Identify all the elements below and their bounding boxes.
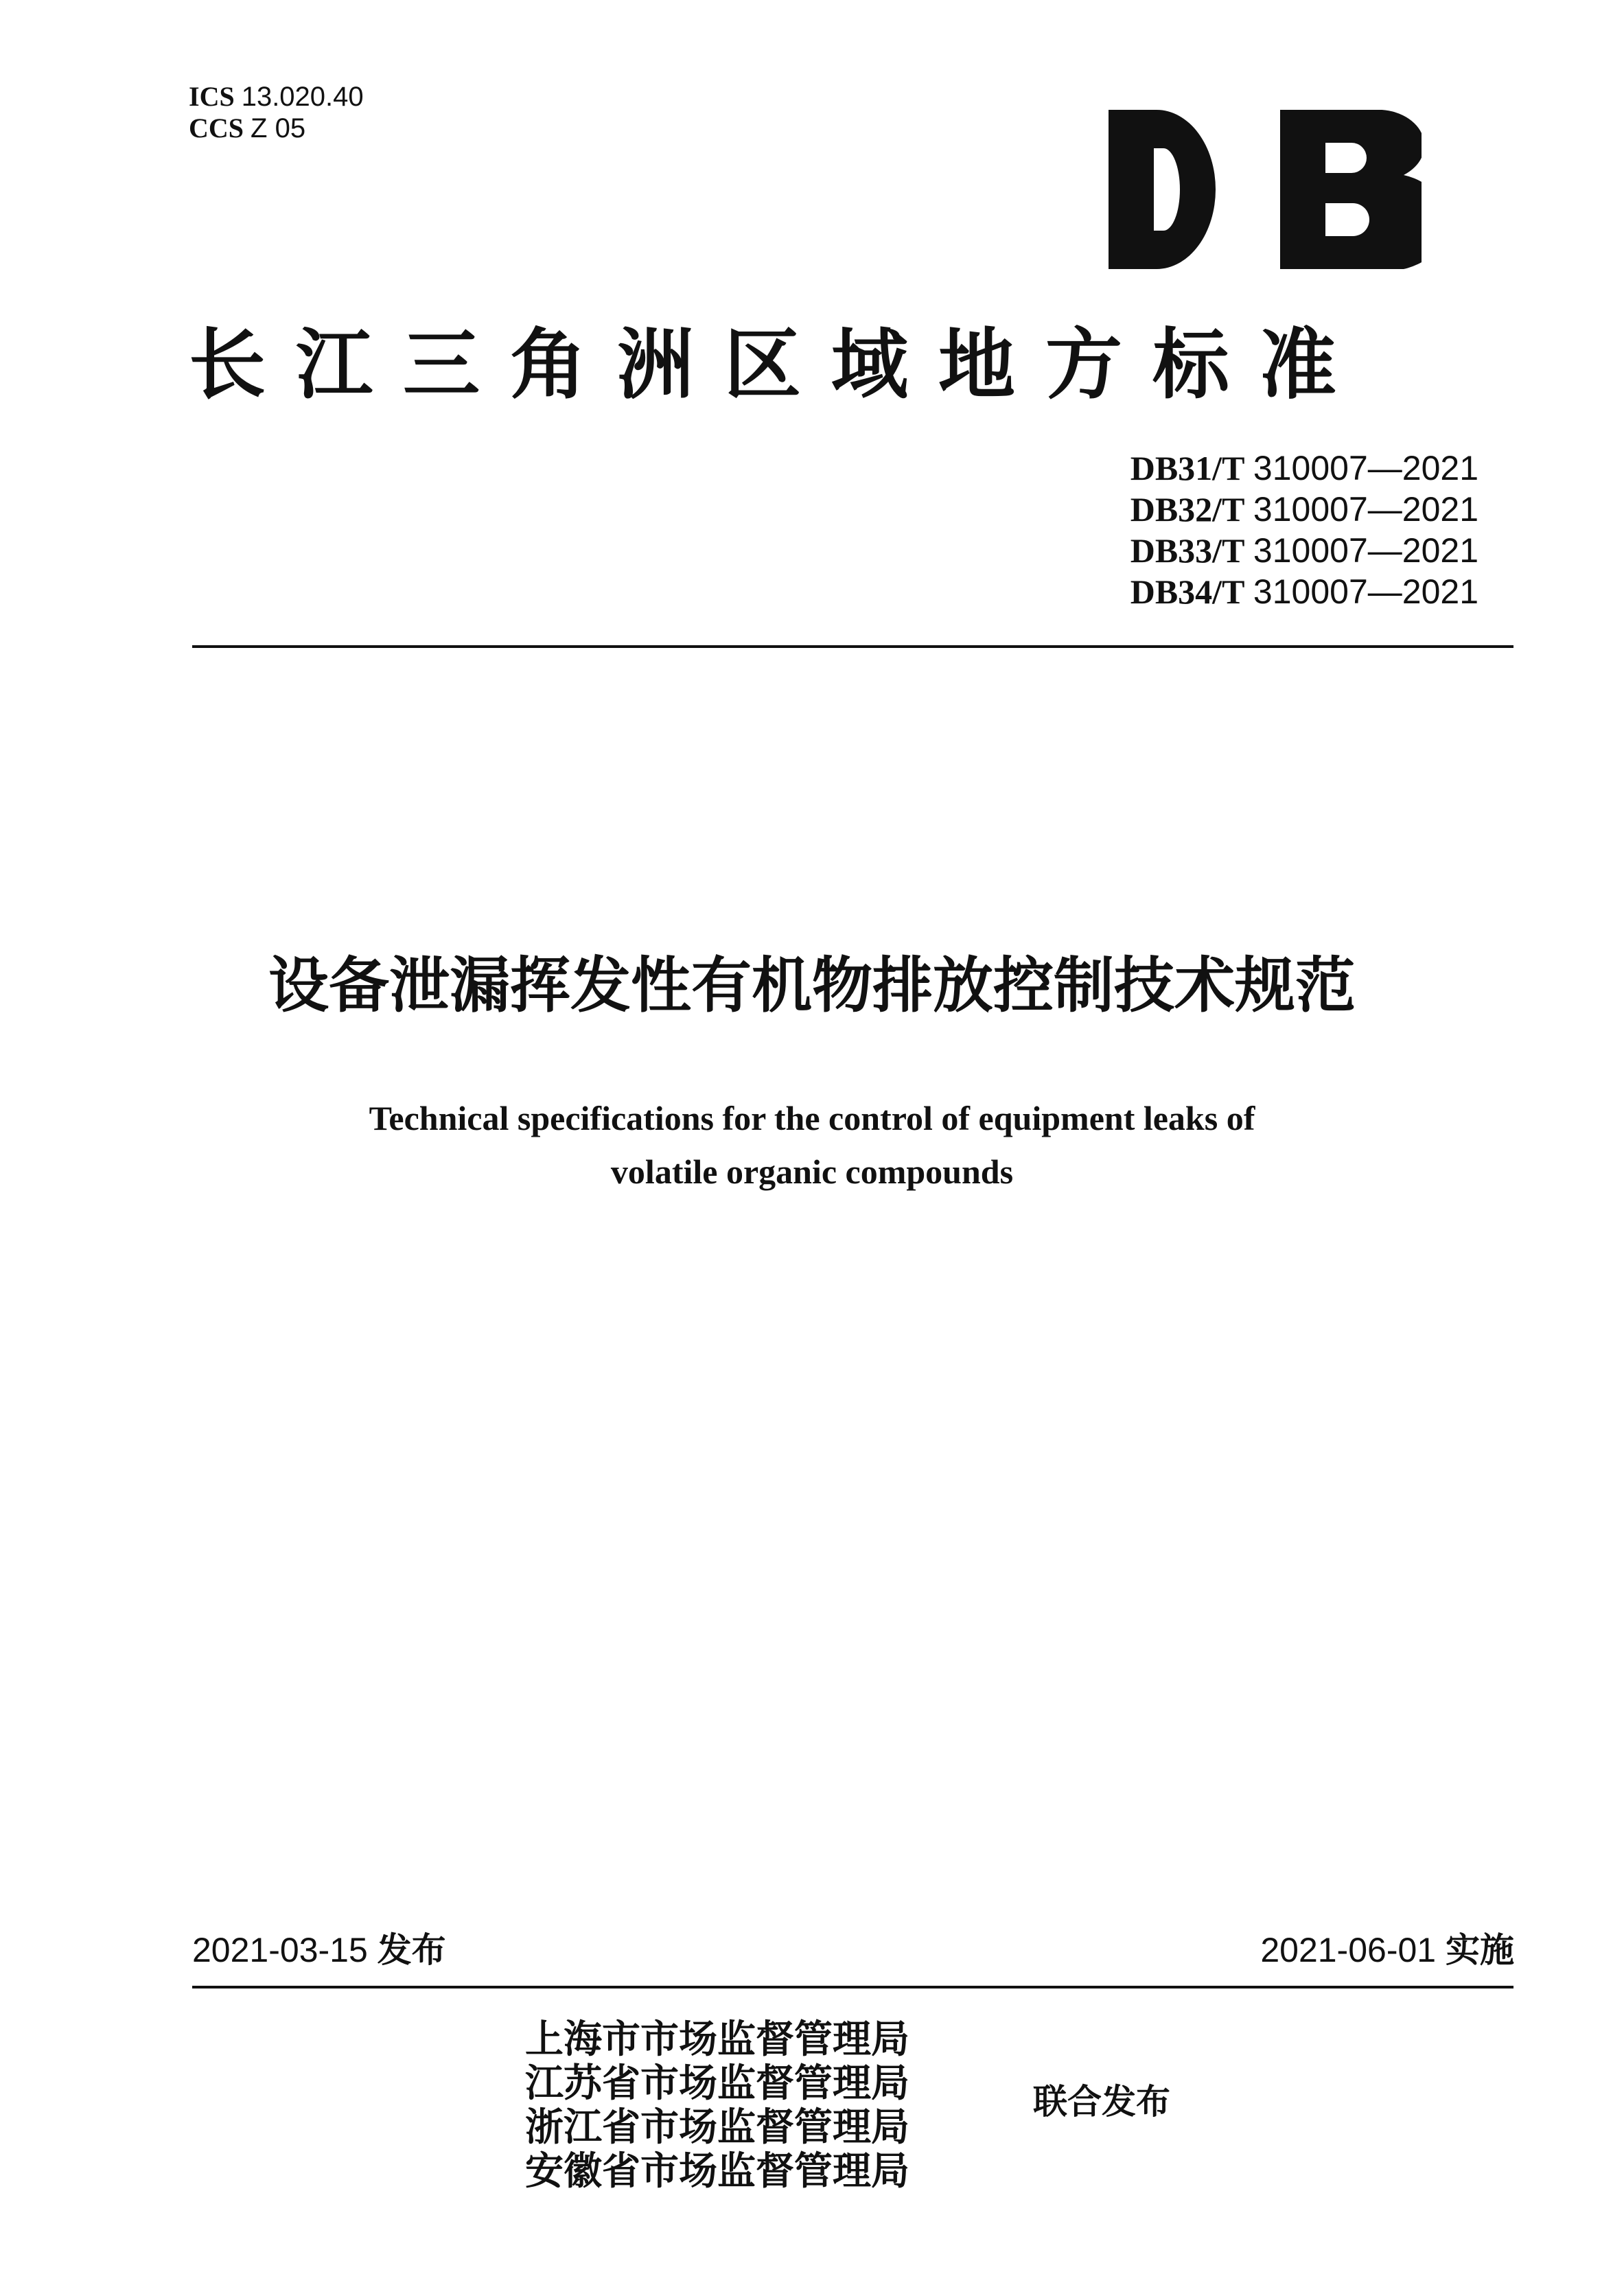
- issue-label: 发布: [377, 1930, 446, 1970]
- implementation-date-block: [1260, 1926, 1514, 1974]
- issue-date-block: [192, 1926, 446, 1974]
- document-title-english-line: volatile organic compounds: [610, 1152, 1014, 1191]
- footer-divider: [192, 1986, 1513, 1988]
- document-title-english-line: Technical specifications for the control of equipment leaks of: [369, 1099, 1255, 1137]
- issuing-authority: 浙江省市场监督管理局: [525, 2105, 909, 2150]
- classification-codes: [189, 81, 364, 144]
- issuing-authority: 安徽省市场监督管理局: [525, 2149, 909, 2194]
- standard-code-number: 310007—2021: [1253, 572, 1478, 611]
- ics-line: [189, 81, 364, 113]
- standard-code-number: 310007—2021: [1253, 531, 1478, 570]
- standard-code-prefix: DB33/T: [1130, 531, 1245, 570]
- issue-date: 2021-03-15: [192, 1931, 368, 1969]
- ics-label: ICS: [189, 81, 235, 112]
- standard-code-prefix: DB32/T: [1130, 490, 1245, 529]
- standard-code: [1130, 571, 1478, 612]
- issuing-authority: 上海市市场监督管理局: [525, 2017, 909, 2062]
- ccs-line: [189, 113, 364, 144]
- issuing-authorities: [525, 2018, 909, 2194]
- standard-code-prefix: DB34/T: [1130, 572, 1245, 611]
- issuing-authority: 江苏省市场监督管理局: [525, 2061, 909, 2106]
- ccs-code: Z 05: [251, 113, 306, 143]
- document-title-chinese: 设备泄漏挥发性有机物排放控制技术规范: [268, 950, 1356, 1021]
- joint-release-label: 联合发布: [1033, 2082, 1170, 2122]
- document-title-english: [0, 1091, 1624, 1198]
- standard-code-list: [1130, 448, 1478, 612]
- implementation-date: 2021-06-01: [1260, 1931, 1437, 1969]
- header-divider: [192, 645, 1513, 648]
- implementation-label: 实施: [1446, 1930, 1514, 1970]
- standard-code: [1130, 489, 1478, 530]
- ccs-label: CCS: [189, 113, 244, 143]
- standard-code: [1130, 530, 1478, 571]
- standard-code-prefix: DB31/T: [1130, 449, 1245, 487]
- ics-code: 13.020.40: [241, 82, 364, 112]
- standard-code-number: 310007—2021: [1253, 490, 1478, 529]
- standard-type-heading: 长江三角洲区域地方标准: [189, 321, 1367, 410]
- standard-code-number: 310007—2021: [1253, 449, 1478, 487]
- db-logo: [1109, 110, 1422, 269]
- standard-code: [1130, 448, 1478, 489]
